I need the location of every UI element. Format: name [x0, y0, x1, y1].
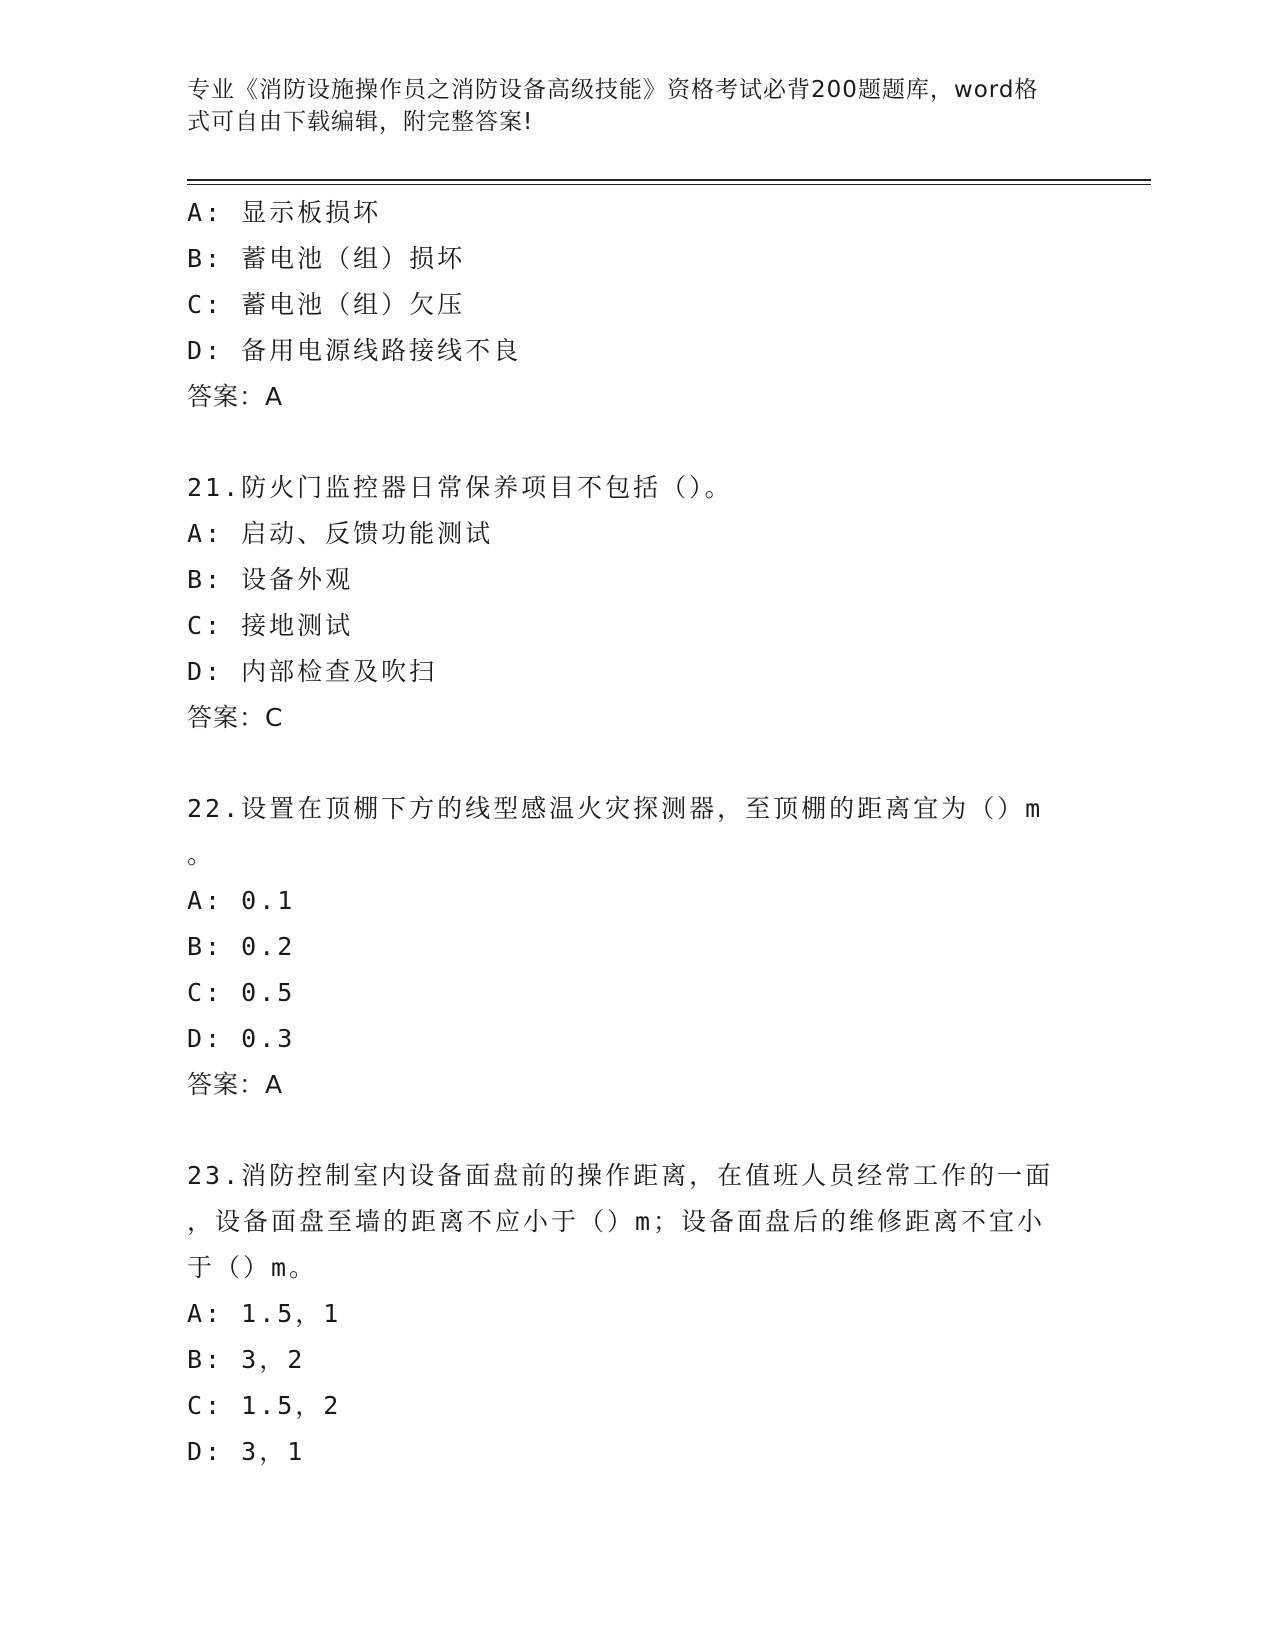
document-header	[187, 74, 1067, 138]
question-prev	[187, 190, 1087, 420]
question-title-cont: 。	[187, 840, 216, 869]
question-22	[187, 786, 1087, 1108]
answer: 答案：A	[187, 1070, 284, 1099]
option-b: B: 0.2	[187, 932, 296, 961]
option-d: D: 0.3	[187, 1024, 296, 1053]
option-a: A: 0.1	[187, 886, 296, 915]
answer: 答案：A	[187, 382, 284, 411]
option-c: C: 接地测试	[187, 611, 354, 640]
question-title: 22.设置在顶棚下方的线型感温火灾探测器，至顶棚的距离宜为（）m	[187, 794, 1044, 823]
question-title: 23.消防控制室内设备面盘前的操作距离，在值班人员经常工作的一面	[187, 1161, 1054, 1190]
header-divider	[187, 179, 1151, 181]
option-b: B: 3，2	[187, 1345, 306, 1374]
option-a: A: 1.5，1	[187, 1299, 342, 1328]
header-line-2: 式可自由下载编辑，附完整答案!	[187, 109, 534, 135]
question-23	[187, 1153, 1087, 1475]
question-21	[187, 465, 1087, 741]
question-title-cont: 于（）m。	[187, 1253, 318, 1282]
option-c: C: 1.5，2	[187, 1391, 342, 1420]
header-divider-thin	[187, 184, 1151, 185]
answer: 答案：C	[187, 703, 284, 732]
option-a: A: 启动、反馈功能测试	[187, 519, 494, 548]
question-title: 21.防火门监控器日常保养项目不包括（）。	[187, 473, 733, 502]
option-d: D: 内部检查及吹扫	[187, 657, 438, 686]
option-c: C: 蓄电池（组）欠压	[187, 290, 466, 319]
header-line-1: 专业《消防设施操作员之消防设备高级技能》资格考试必背200题题库，word格	[187, 77, 1039, 103]
option-b: B: 蓄电池（组）损坏	[187, 244, 466, 273]
question-title-cont: ，设备面盘至墙的距离不应小于（）m；设备面盘后的维修距离不宜小	[187, 1207, 1046, 1236]
option-d: D: 备用电源线路接线不良	[187, 336, 522, 365]
option-a: A: 显示板损坏	[187, 198, 382, 227]
option-c: C: 0.5	[187, 978, 296, 1007]
option-d: D: 3，1	[187, 1437, 306, 1466]
option-b: B: 设备外观	[187, 565, 354, 594]
question-list	[187, 190, 1087, 1475]
